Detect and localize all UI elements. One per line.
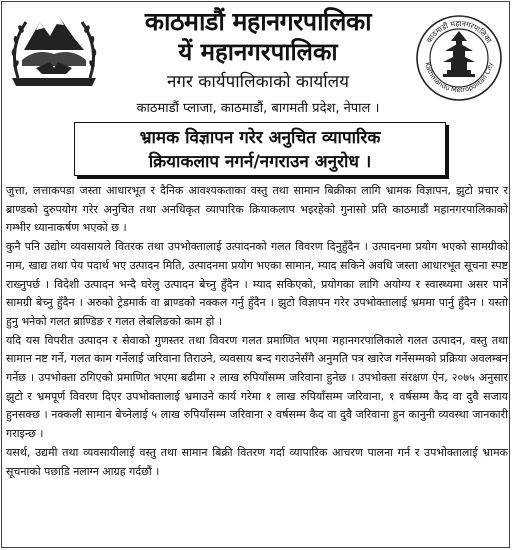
seal-text-bottom: Kathmandu Metropolitan City [423,61,495,95]
paragraph-2: कुनै पनि उद्योग व्यवसायले वितरक तथा उपभोक्तालाई उत्पादनको गलत विवरण दिनुहुँदैन । उत्पादनमा प्रयोग भएको सामग्रीको नाम, खाद्य तथा पेय पदार्थ भए उत्पादन मिति, उत्पादनमा प्रयोग भएका सामान, म्याद सकिने अवधि जस्ता आधारभूत सूचना स्पष्ट राख्नुपर्छ । विदेशी उत्पादन भन्दै घरेलु उत्पादन बेच्नु हुँदैन । म्याद सकिएको, प्रयोगका लागि अयोग्य र स्वास्थ्यमा असर पार्ने सामग्री बेच्नु हुँदैन । अरुको ट्रेडमार्क वा ब्राण्डको नक्कल गर्नु हुँदैन । झुटो विज्ञापन गरेर उपभोक्तालाई भ्रममा पार्नु हुँदैन । यस्तो हुनु भनेको गलत ब्राण्डिङ र गलत लेबलिङको काम हो । [6,240,508,328]
subject-line-1: भ्रामक विज्ञापन गरेर अनुचित व्यापारिक [139,128,381,148]
paragraph-3: यदि यस विपरीत उत्पादन र सेवाको गुणस्तर तथा विवरण गलत प्रमाणित भएमा महानगरपालिकाले गलत उत्पादन, वस्तु तथा सामान नष्ट गर्ने, गलत काम गर्नेलाई जरिवाना तिराउने, व्यवसाय बन्द गराउनेसँगै अनुमति पत्र खारेज गर्नेसम्मको प्रक्रिया अवलम्बन गर्नेछ । उपभोक्ता ठगिएको प्रमाणित भएमा बढीमा २ लाख रुपियाँसम्म जरिवाना हुनेछ । उपभोक्ता संरक्षण ऐन, २०७५ अनुसार झुटो र भ्रमपूर्ण विवरण दिएर उपभोक्तालाई भ्रमाउने कार्य गरेमा १ लाख रुपियाँसम्म जरिवाना, १ वर्षसम्म कैद वा दुवै सजाय हुनसक्छ । नक्कली सामान बेच्नेलाई ५ लाख रुपियाँसम्म जरिवाना २ वर्षसम्म कैद वा दुवै जरिवाना हुन कानुनी व्यवस्था जानकारी गराइन्छ । [6,333,508,441]
subject-line-2: क्रियाकलाप नगर्न/नगराउन अनुरोध । [148,152,372,172]
letterhead [2,2,509,120]
newari-title: यें महानगरपालिका [178,37,338,66]
office-address: काठमाडौं प्लाजा, काठमाडौं, बागमती प्रदेश, नेपाल । [136,101,380,116]
paragraph-1: जुत्ता, लत्ताकपडा जस्ता आधारभूत र दैनिक आवश्यकताका वस्तु तथा सामान बिक्रीका लागि भ्रामक विज्ञापन, झुटो प्रचार र ब्राण्डको दुरुपयोग गरेर अनुचित तथा अनधिकृत व्यापारिक क्रियाकलाप भइरहेको गुनासो प्रति काठमाडौं महानगरपालिकाको गम्भीर ध्यानाकर्षण भएको छ । [6,184,508,235]
office-name: नगर कार्यपालिकाको कार्यालय [166,72,350,92]
paragraph-4: यसर्थ, उद्यमी तथा व्यवसायीलाई वस्तु तथा सामान बिक्री वितरण गर्दा व्यापारिक आचरण पालना गर्न र उपभोक्तालाई भ्रामक सूचनाको पछाडि नलाग्न आग्रह गर्दछौं । [6,445,508,478]
seal-text-top: काठमाडौं महानगरपालिका [424,18,494,45]
nepal-emblem-icon [6,8,102,88]
notice-page [1,1,510,548]
kathmandu-metropolitan-seal-icon [415,14,503,102]
municipality-title: काठमाडौं महानगरपालिका [144,7,372,36]
notice-body [6,182,508,481]
notice-subject-box [74,122,446,176]
